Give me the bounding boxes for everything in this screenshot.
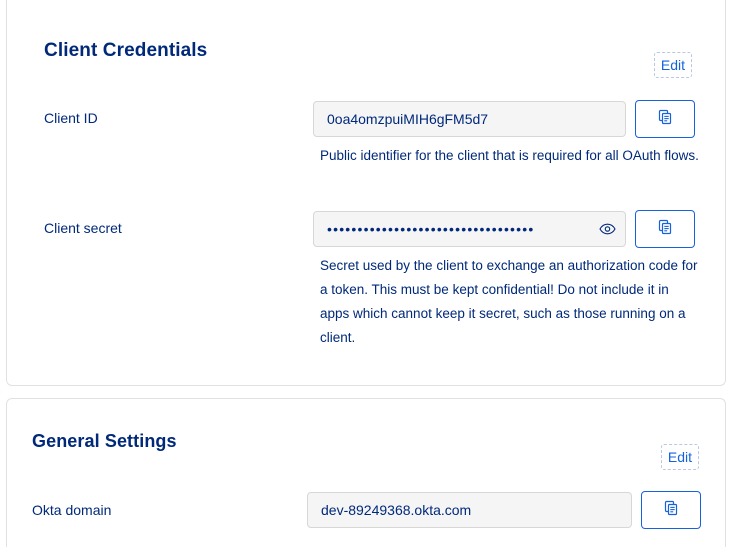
copy-icon — [657, 219, 673, 240]
client-secret-label: Client secret — [44, 220, 122, 236]
general-settings-title: General Settings — [32, 431, 177, 451]
copy-okta-domain-button[interactable] — [641, 491, 701, 529]
client-id-label: Client ID — [44, 110, 98, 126]
edit-client-credentials-button[interactable]: Edit — [654, 52, 692, 78]
client-secret-field-group — [313, 210, 695, 248]
okta-domain-value: dev-89249368.okta.com — [321, 502, 472, 518]
copy-icon — [663, 500, 679, 521]
okta-domain-field-group — [307, 491, 701, 529]
client-id-help-text: Public identifier for the client that is required for all OAuth flows. — [320, 148, 699, 163]
copy-client-id-button[interactable] — [635, 100, 695, 138]
client-credentials-card — [6, 0, 726, 386]
okta-domain-label: Okta domain — [32, 502, 112, 518]
client-secret-value: •••••••••••••••••••••••••••••••••• — [327, 221, 535, 237]
client-secret-input[interactable] — [313, 211, 626, 247]
edit-general-settings-button[interactable]: Edit — [661, 444, 699, 470]
client-id-input[interactable] — [313, 101, 626, 137]
copy-icon — [657, 109, 673, 130]
client-secret-help-text: Secret used by the client to exchange an authorization code for a token. This must be kept confidential! Do not include it in apps which cannot keep it secret, such as those running on a client. — [320, 258, 698, 345]
eye-icon[interactable] — [598, 220, 616, 238]
client-id-field-group — [313, 100, 695, 138]
client-id-value: 0oa4omzpuiMIH6gFM5d7 — [327, 111, 489, 127]
okta-domain-input[interactable] — [307, 492, 632, 528]
copy-client-secret-button[interactable] — [635, 210, 695, 248]
general-settings-card — [6, 398, 726, 547]
client-credentials-title: Client Credentials — [44, 40, 208, 61]
